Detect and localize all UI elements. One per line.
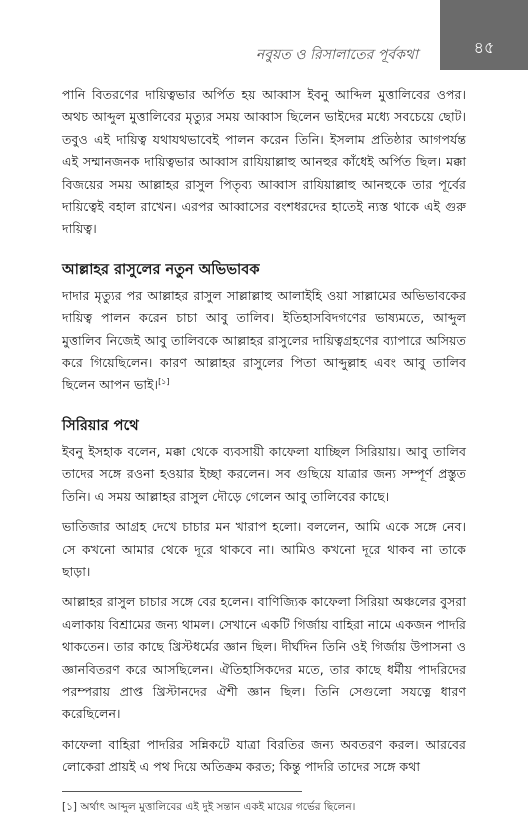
footnote-divider — [62, 791, 302, 792]
footnote-marker: [১] — [62, 800, 78, 813]
page-number: ৪৫ — [473, 38, 495, 57]
section-heading-new-guardian: আল্লাহর রাসুলের নতুন অভিভাবক — [62, 261, 260, 278]
paragraph-4: ভাতিজার আগ্রহ দেখে চাচার মন খারাপ হলো। বললেন, আমি একে সঙ্গে নেব। সে কখনো আমার থেকে দূরে থাকবে না। আমিও কখনো দূরে থাকব না তাকে ছাড়া। — [62, 519, 466, 579]
paragraph-1: পানি বিতরণের দায়িত্বভার অর্পিত হয় আব্বাস ইবনু আব্দিল মুত্তালিবের ওপর। অথচ আব্দুল মুত্তালিবের মৃত্যুর সময় আব্বাস ছিলেন ভাইদের মধ্যে সবচেয়ে ছোট। তবুও এই দায়িত্ব যথাযথভাবেই পালন করেন তিনি। ইসলাম প্রতিষ্ঠার আগপর্যন্ত এই সম্মানজনক দায়িত্বভার আব্বাস রাযিয়াল্লাহু আনহুর কাঁধেই অর্পিত ছিল। মক্কা বিজয়ের সময় আল্লাহর রাসুল পিতৃব্য আব্বাস রাযিয়াল্লাহু আনহুকে তার পূর্বের দায়িত্বেই বহাল রাখেন। এরপর আব্বাসের বংশধরদের হাতেই ন্যস্ত থাকে এই গুরু দায়িত্ব। — [62, 87, 466, 237]
paragraph-2-text: দাদার মৃত্যুর পর আল্লাহর রাসুল সাল্লাল্লাহু আলাইহি ওয়া সাল্লামের অভিভাবকের দায়িত্ব পালন করেন চাচা আবু তালিব। ইতিহাসবিদগণের ভাষ্যমতে, আব্দুল মুত্তালিব নিজেই আবু তালিবকে আল্লাহর রাসুলের দায়িত্বগ্রহণের ব্যাপারে অসিয়ত করে গিয়েছিলেন। কারণ আল্লাহর রাসুলের পিতা আব্দুল্লাহ এবং আবু তালিব ছিলেন আপন ভাই। — [62, 287, 466, 393]
paragraph-3: ইবনু ইসহাক বলেন, মক্কা থেকে ব্যবসায়ী কাফেলা যাচ্ছিল সিরিয়ায়। আবু তালিব তাদের সঙ্গে রওনা হওয়ার ইচ্ছা করলেন। সব গুছিয়ে যাত্রার জন্য সম্পূর্ণ প্রস্তুত তিনি। এ সময় আল্লাহর রাসুল দৌড়ে গেলেন আবু তালিবের কাছে। — [62, 443, 466, 504]
paragraph-6: কাফেলা বাহিরা পাদরির সন্নিকটে যাত্রা বিরতির জন্য অবতরণ করল। আরবের লোকেরা প্রায়ই এ পথ দিয়ে অতিক্রম করত; কিন্তু পাদরি তাদের সঙ্গে কথা — [62, 736, 466, 775]
page-number-box — [440, 0, 528, 70]
running-title: নবুয়ত ও রিসালাতের পূর্বকথা — [255, 47, 418, 63]
section-heading-road-to-syria: সিরিয়ার পথে — [62, 417, 139, 434]
footnote-text: অর্থাৎ আব্দুল মুত্তালিবের এই দুই সন্তান একই মায়ের গর্ভের ছিলেন। — [80, 800, 356, 813]
footnote-1 — [62, 798, 466, 816]
paragraph-2 — [62, 285, 466, 397]
footnote-ref-1[interactable]: [১] — [158, 377, 170, 387]
paragraph-5: আল্লাহর রাসুল চাচার সঙ্গে বের হলেন। বাণিজ্যিক কাফেলা সিরিয়া অঞ্চলের বুসরা এলাকায় বিশ্রামের জন্য থামল। সেখানে একটি গির্জায় বাহিরা নামে একজন পাদরি থাকতেন। তার কাছে খ্রিস্টধর্মের জ্ঞান ছিল। দীর্ঘদিন তিনি ওই গির্জায় উপাসনা ও জ্ঞানবিতরণ করে আসছিলেন। ঐতিহাসিকদের মতে, তার কাছে ধর্মীয় পাদরিদের পরম্পরায় প্রাপ্ত খ্রিস্টানদের ঐশী জ্ঞান ছিল। তিনি সেগুলো সযত্নে ধারণ করেছিলেন। — [62, 594, 466, 722]
page-body — [62, 84, 466, 816]
